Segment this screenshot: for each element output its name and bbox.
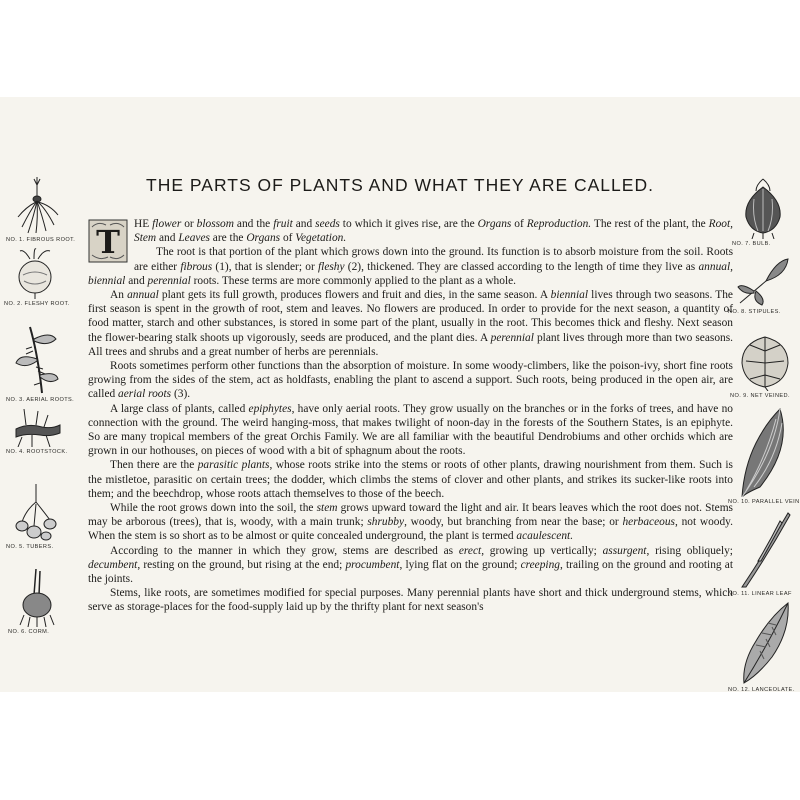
fibrous-root-icon: [12, 175, 62, 235]
figure-caption: NO. 12. LANCEOLATE.: [728, 687, 795, 692]
dropcap-letter: T: [96, 223, 120, 261]
figure-caption: NO. 4. ROOTSTOCK.: [6, 449, 68, 455]
paragraph: While the root grows down into the soil, the stem grows upward toward the light and air. It bears leaves which the root does not. Stems may be arborous (trees), that is, woody, with a main trunk; shrubby, woody, but branching from near the base; or herbaceous, not woody. When the stem is so short as to be almost or quite concealed underground, the plant is termed acaulescent.: [88, 502, 733, 543]
figure-caption: NO. 10. PARALLEL VEIN: [728, 499, 800, 505]
stipules-icon: [736, 257, 792, 307]
figure-caption: NO. 2. FLESHY ROOT.: [4, 301, 70, 307]
figure-caption: NO. 5. TUBERS.: [6, 544, 54, 550]
lanceolate-leaf-icon: [736, 601, 792, 685]
figure-fleshy-root: [4, 247, 80, 307]
figure-caption: NO. 9. NET VEINED.: [730, 393, 790, 399]
book-page: [0, 97, 800, 692]
figure-caption: NO. 3. AERIAL ROOTS.: [6, 397, 75, 403]
rootstock-icon: [12, 407, 62, 447]
figure-tubers: [6, 482, 82, 550]
tubers-icon: [12, 482, 62, 542]
figure-caption: NO. 8. STIPULES.: [728, 309, 781, 315]
figure-fibrous-root: [6, 175, 82, 243]
figure-caption: NO. 11. LINEAR LEAF: [728, 591, 792, 597]
figure-linear-leaf: [728, 511, 800, 597]
paragraph: A large class of plants, called epiphytes, have only aerial roots. They grow usually on the branches or in the forks of trees, and have no connection with the ground. The weird hanging-moss, that makes twilight of noon-day in the forests of the Southern States, is an epiphyte. So are many tropical members of the great Orchis Family. We are all familiar with the beautiful Dendrobiums and other orchids which are grown in our hothouses, on pieces of wood with a bit of sphagnum about the roots.: [88, 402, 733, 458]
figure-caption: NO. 1. FIBROUS ROOT.: [6, 237, 76, 243]
decorative-initial-t: [88, 219, 128, 263]
paragraph: An annual plant gets its full growth, produces flowers and fruit and dies, in the same season. A biennial lives through two seasons. The first season is spent in the growth of root, stem and leaves. No flowers are produced. In order to provide for the next season, a quantity of food matter, starch and other substances, is stored in some part of the plant, usually in the root. This becomes thick and fleshy. Next season the flower-bearing stalk shoots up vigorously, seeds are produced, and the plant dies. A perennial plant lives through more than two seasons. All trees and shrubs and a great number of herbs are perennials.: [88, 289, 733, 358]
figure-stipules: [728, 257, 800, 315]
linear-leaf-icon: [736, 511, 792, 589]
page-title: THE PARTS OF PLANTS AND WHAT THEY ARE CALLED.: [146, 175, 654, 195]
figure-parallel-veined: [728, 407, 800, 505]
paragraph: According to the manner in which they grow, stems are described as erect, growing up vertically; assurgent, rising obliquely; decumbent, resting on the ground, but rising at the end; procumbent, lying flat on the ground; creeping, trailing on the ground and rooting at the joints.: [88, 544, 733, 586]
paragraph: HE flower or blossom and the fruit and seeds to which it gives rise, are the Organs of Reproduction. The rest of the plant, the Root, Stem and Leaves are the Organs of Vegetation.: [134, 218, 734, 245]
paragraph: Then there are the parasitic plants, whose roots strike into the stems or roots of other plants, drawing nourishment from them. Such is the mistletoe, parasitic on certain trees; the dodder, which climbs the stems of clover and other plants, and strikes its sucker-like roots into them; and the beechdrop, whose roots attach themselves to those of the beech.: [88, 459, 733, 500]
article-body: [88, 217, 733, 615]
paragraph: Roots sometimes perform other functions than the absorption of moisture. In some woody-climbers, like the poison-ivy, short fine roots growing from the sides of the stem, act as holdfasts, enabling the plant to ascend a support. Such roots, being produced in the open air, are called aerial roots (3).: [88, 360, 733, 401]
net-veined-leaf-icon: [738, 333, 792, 391]
figure-net-veined: [730, 333, 800, 399]
figure-bulb: [732, 177, 800, 247]
paragraph: The root is that portion of the plant which grows down into the ground. Its function is to absorb moisture from the soil. Roots are either fibrous (1), that is slender; or fleshy (2), thickened. They are classed according to the length of time they live as annual, biennial and perennial roots. These terms are more commonly applied to the plant as a whole.: [88, 246, 733, 287]
paragraph: Stems, like roots, are sometimes modified for special purposes. Many perennial plants have short and thick underground stems, which serve as storage-places for the food-supply laid up by the thrifty plant for next season's: [88, 587, 733, 614]
figure-aerial-roots: [6, 325, 82, 403]
corm-icon: [14, 567, 60, 627]
figure-rootstock: [6, 407, 82, 455]
turnip-icon: [10, 247, 60, 299]
bulb-icon: [740, 177, 786, 239]
figure-corm: [8, 567, 84, 635]
figure-caption: NO. 6. CORM.: [8, 629, 50, 635]
parallel-veined-leaf-icon: [736, 407, 792, 497]
figure-lanceolate: [728, 601, 800, 692]
figure-caption: NO. 7. BULB.: [732, 241, 771, 247]
aerial-roots-icon: [12, 325, 62, 395]
